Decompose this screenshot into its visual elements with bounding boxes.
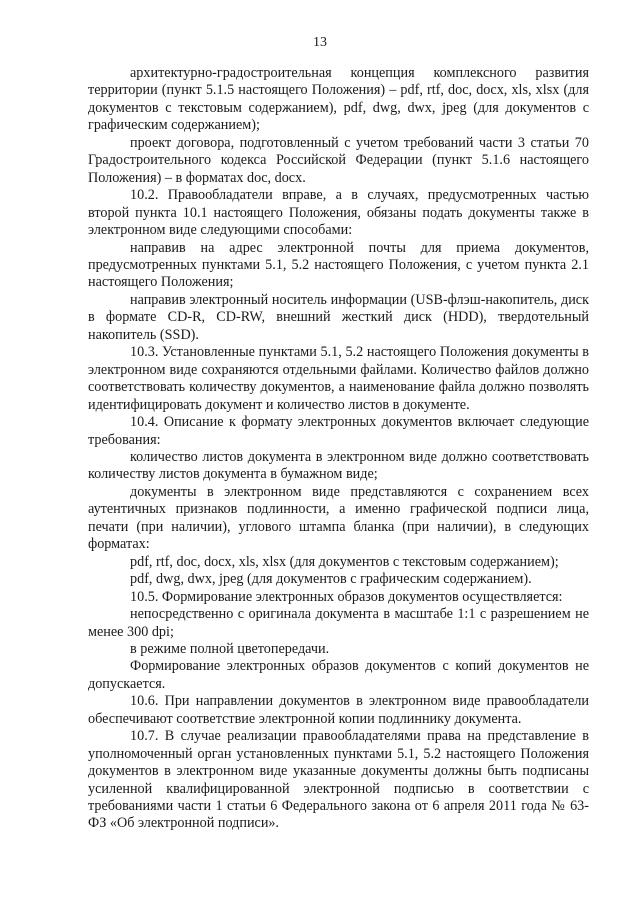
paragraph-contract-draft: проект договора, подготовленный с учетом требований части 3 статьи 70 Градостроительного кодекса Российской Федерации (пункт 5.1.6 настоящего Положения) – в форматах doc, docx. [88, 134, 589, 186]
paragraph-email-submission: направив на адрес электронной почты для приема документов, предусмотренных пунктами 5.1, 5.2 настоящего Положения, с учетом пункта 2.1 настоящего Положения; [88, 239, 589, 291]
paragraph-resolution: непосредственно с оригинала документа в масштабе 1:1 с разрешением не менее 300 dpi; [88, 606, 589, 640]
page-number: 13 [313, 35, 327, 50]
paragraph-graphic-formats: pdf, dwg, dwx, jpeg (для документов с графическим содержанием). [130, 571, 532, 588]
paragraph-10-2: 10.2. Правообладатели вправе, а в случаях, предусмотренных частью второй пункта 10.1 настоящего Положения, обязаны подать документы также в электронном виде следующими способами: [88, 187, 589, 239]
paragraph-10-4: 10.4. Описание к формату электронных документов включает следующие требования: [88, 414, 589, 448]
paragraph-sheet-count: количество листов документа в электронном виде должно соответствовать количеству листов документа в бумажном виде; [88, 448, 589, 483]
paragraph-concept-formats: архитектурно-градостроительная концепция комплексного развития территории (пункт 5.1.5 настоящего Положения) – pdf, rtf, doc, docx, xls, xlsx (для документов с текстовым содержанием), pdf, dwg, dwx, jpeg (для документов с графическим содержанием); [88, 65, 589, 134]
paragraph-color-mode: в режиме полной цветопередачи. [130, 640, 330, 657]
paragraph-authenticity: документы в электронном виде представляются с сохранением всех аутентичных признаков подлинности, а именно графической подписи лица, печати (при наличии), углового штампа бланка (при наличии), в следующих форматах: [88, 483, 589, 553]
paragraph-10-7: 10.7. В случае реализации правообладателями права на представление в уполномоченный орган установленных пунктами 5.1, 5.2 настоящего Положения документов в электронном виде указанные документы должны быть подписаны усиленной квалифицированной электронной подписью в соответствии с требованиями части 1 статьи 6 Федерального закона от 6 апреля 2011 года № 63-ФЗ «Об электронной подписи». [88, 728, 589, 832]
paragraph-text-formats: pdf, rtf, doc, docx, xls, xlsx (для документов с текстовым содержанием); [130, 553, 559, 570]
paragraph-storage-media: направив электронный носитель информации (USB-флэш-накопитель, диск в формате CD-R, CD-RW, внешний жесткий диск (HDD), твердотельный накопитель (SSD). [88, 291, 589, 343]
paragraph-10-3: 10.3. Установленные пунктами 5.1, 5.2 настоящего Положения документы в электронном виде сохраняются отдельными файлами. Количество файлов должно соответствовать количеству документов, а наименование файла должно позволять идентифицировать документ и количество листов в документе. [88, 344, 589, 413]
paragraph-no-copies: Формирование электронных образов документов с копий документов не допускается. [88, 658, 589, 692]
document-body [88, 65, 589, 833]
paragraph-10-6: 10.6. При направлении документов в электронном виде правообладатели обеспечивают соответствие электронной копии подлиннику документа. [88, 693, 589, 727]
paragraph-10-5: 10.5. Формирование электронных образов документов осуществляется: [130, 588, 563, 605]
